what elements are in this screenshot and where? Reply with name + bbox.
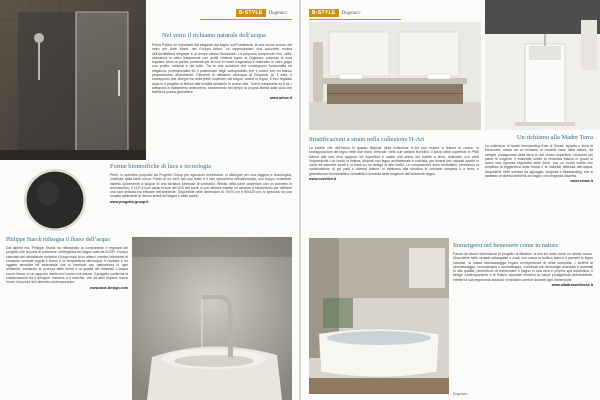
article-website[interactable]: www.progetto-group.it [110,199,149,204]
magazine-badge: B-STYLE [309,9,339,17]
article-website[interactable]: www.arbox.it [269,95,292,100]
shower-photo [0,0,146,160]
bathtub-photo [309,238,449,394]
article-title: Immergersi nel benessere come in natura [453,242,558,249]
round-mirror-illustration [0,165,110,235]
article-body: Perle, in specchio proposto da Progetto Group per sgocciolo necessaria, si distingue per una raggera a tecnologica, costituita dalla base curva. Fosto di un cielo dal suo reale e il lato specchiera retroilluminata, non troppo invadente, inserito dolcemente a spigolo in una struttura luminosa di contrasto. Rifinito nella parte posteriore con un pannello in termoacrilico, il LED a luce calda in luce dei LED dei bordi, si può attivare tramite un sensore a sfioramento per riflettere una luce delicata ma efficace nell’ambiente. Disponibile nelle dimensioni di 70x70 cm e 80x120 cm, lo specchio ha una tonalità abbinabile ai diversi arredi del bagno e delle pareti. [110,173,292,199]
article-title: Un richiamo alla Madre Terra [516,134,593,141]
article-body: Presa Pollaci ne importanti ida elegante dal bagno sull’Portafresia, la una nuova pronon del vetro per Ante Manti, del Gruppo Arbox. La rapprosentare una soluzione motiva dell’architettura elegante e al tempo stesso funzionale. La proposta comprende fino, cella, sfumatura in vetro trasparente con profili minimal sopra al Dogmacc, potendo la cura regolare verso la parete, presenta per la luce in modo Dogmatico e realizzato in vetro grigio una profilo, minimal e del tutto. Tra le due soluzioni che conseguono funzionalità ed eleganza, professionalità ed il posizionato degli sottoprodotto che il suono con un bianco proporzionato all’ambiente. Elementi di stilissimo all’Acqua al Elegance al, il tutto, il sovrapporsi due disegni tra nella parte superiore del bagno, anche in legno. Il foro regolato dopo in il progetto di finiture alle tonalità ambiente in cromo stile. Tutti le trasparenti da ti mi, i settoposti a trattamento antincrema, mantenendo nel tempo la propria libertà dalle ciclo che facilità la pulizia giornaliera. [152,43,292,95]
left-header [236,8,288,18]
section-label: Dogmacc [268,10,288,16]
article-website[interactable]: www.axor-design.com [89,285,128,290]
article-website[interactable]: www.novellini.it [309,177,337,182]
right-header [309,8,361,18]
faucet-illustration [132,237,292,400]
header-rule [200,19,292,20]
washbasin-illustration [485,0,600,130]
bathtub-illustration [309,238,449,394]
article-body: La parete che dell’incisa in quanto dispone della collezione H-Art può essere a finiture in rovere, in sovrapposizioni del legno nelle due mani, verticale, nelle sue varianti Novellini. Il bordo della superficie in PMS bianca alle una vera rapporto tra superficie e ospite mai prima del mobile a terra, realizzato con venti l’espressività i un bordo la finitura, disposti con legno architetturale e colorata, per diversi toni naturali opachi in colori ed essenze lucidi e si basa su un design di alto livello. Le composizioni sono modulabili, prevedono la combinazione di più parti e diverse finiture, si abbinano alla struttura in versione sospesa o a terra, e garantiscono funzionalità e versatilità a seconda delle esigenze dell’ambiente bagno. [309,146,479,176]
article-mirror [110,163,292,204]
faucet-photo [132,237,292,400]
article-bathtub [453,242,593,287]
section-label: Dogmacc [341,10,361,16]
article-body: La collezione di lavabi freestanding Kolo di Simas. Ispirata e linea di Emanuele, nasce da un richiamo al modello base della natura, da sempre protagonista della terra in dal centro superficie, orizzonte più pieno di sorgenti. Il materiale scelto la ceramica bianca in grado di avere una rigorosa regolarità delle linee, con un bordo sottile che amplifica la leggerezza della forma e la naturale bellezza dell’acqua. Disponibile nelle versioni da appoggio, sospesa e freestanding, che si adattano ai diversi ambienti del bagno con eleganza discreta. [485,144,593,179]
article-hart [309,136,479,181]
left-page [0,0,299,400]
article-website[interactable]: www.albatroswellness.it [551,283,593,288]
article-faucet [6,237,128,290]
article-madre-terra [485,134,593,183]
mirror-photo [0,165,110,235]
article-title: Philippe Starck ridisegna il flusso dell’acqua [6,237,110,243]
article-title: Forme biomorfiche di luce e tecnologia [110,163,211,170]
article-title: Nel vetro il richiamo naturale dell’acqua [162,32,266,39]
vanity-illustration [309,22,481,130]
magazine-badge: B-STYLE [236,9,266,17]
article-body: Parola da lavoro dimensione al progetto di Albatros, si era tra moto come un amato nuovo. Disponibile nelle varianti rettangolari e ovali, con vasca in acrilico bianco e pannelli in legno naturale, la vasca idromassaggio regala un’esperienza di relax completa. I sistemi di idromassaggio, cromoterapia e aromaterapia, combinati con tecnologie avanzate e materiali di alta qualità, permettono di trasformare il bagno in una vera e propria spa domestica. Il design contemporaneo e le finiture accurate rendono la vasca protagonista dell’ambiente, mentre la sua ergonomia assicura il massimo comfort durante ogni immersione. [453,252,593,282]
article-body: Dal dipinto ma, Philippe Starck ha ridisegnato la componente e regolare del progetto che la porta di sostenere un’eleganza del bagno nato da AXOR. Il corpo slanciato del miscelatore richiama il lungo mani di un albero, mentre l’elemento di comando centrale regola il flusso e la temperatura dell’acqua. Il risultato è un oggetto semplice ed essenziale che si inserisce con naturalezza in ogni ambiente, esaltando la purezza delle forme e la qualità dei materiali. L’acqua scorre libera, in un rapporto diretto tra l’uomo e la natura. Il progetto conferma la collaborazione tra il designer francese e il marchio, che da anni esplora nuove forme e funzioni del rubinetto contemporaneo. [6,246,128,285]
washbasin-photo [485,0,600,130]
shower-illustration [0,0,146,160]
page-footer: Dogmacc [453,392,468,396]
right-page [301,0,600,400]
article-website[interactable]: www.simas.it [570,179,593,184]
article-title: Stratificazioni a strato nella collezione H-Art [309,136,425,143]
article-shower [152,32,292,100]
vanity-photo [309,22,481,130]
header-rule [309,19,401,20]
